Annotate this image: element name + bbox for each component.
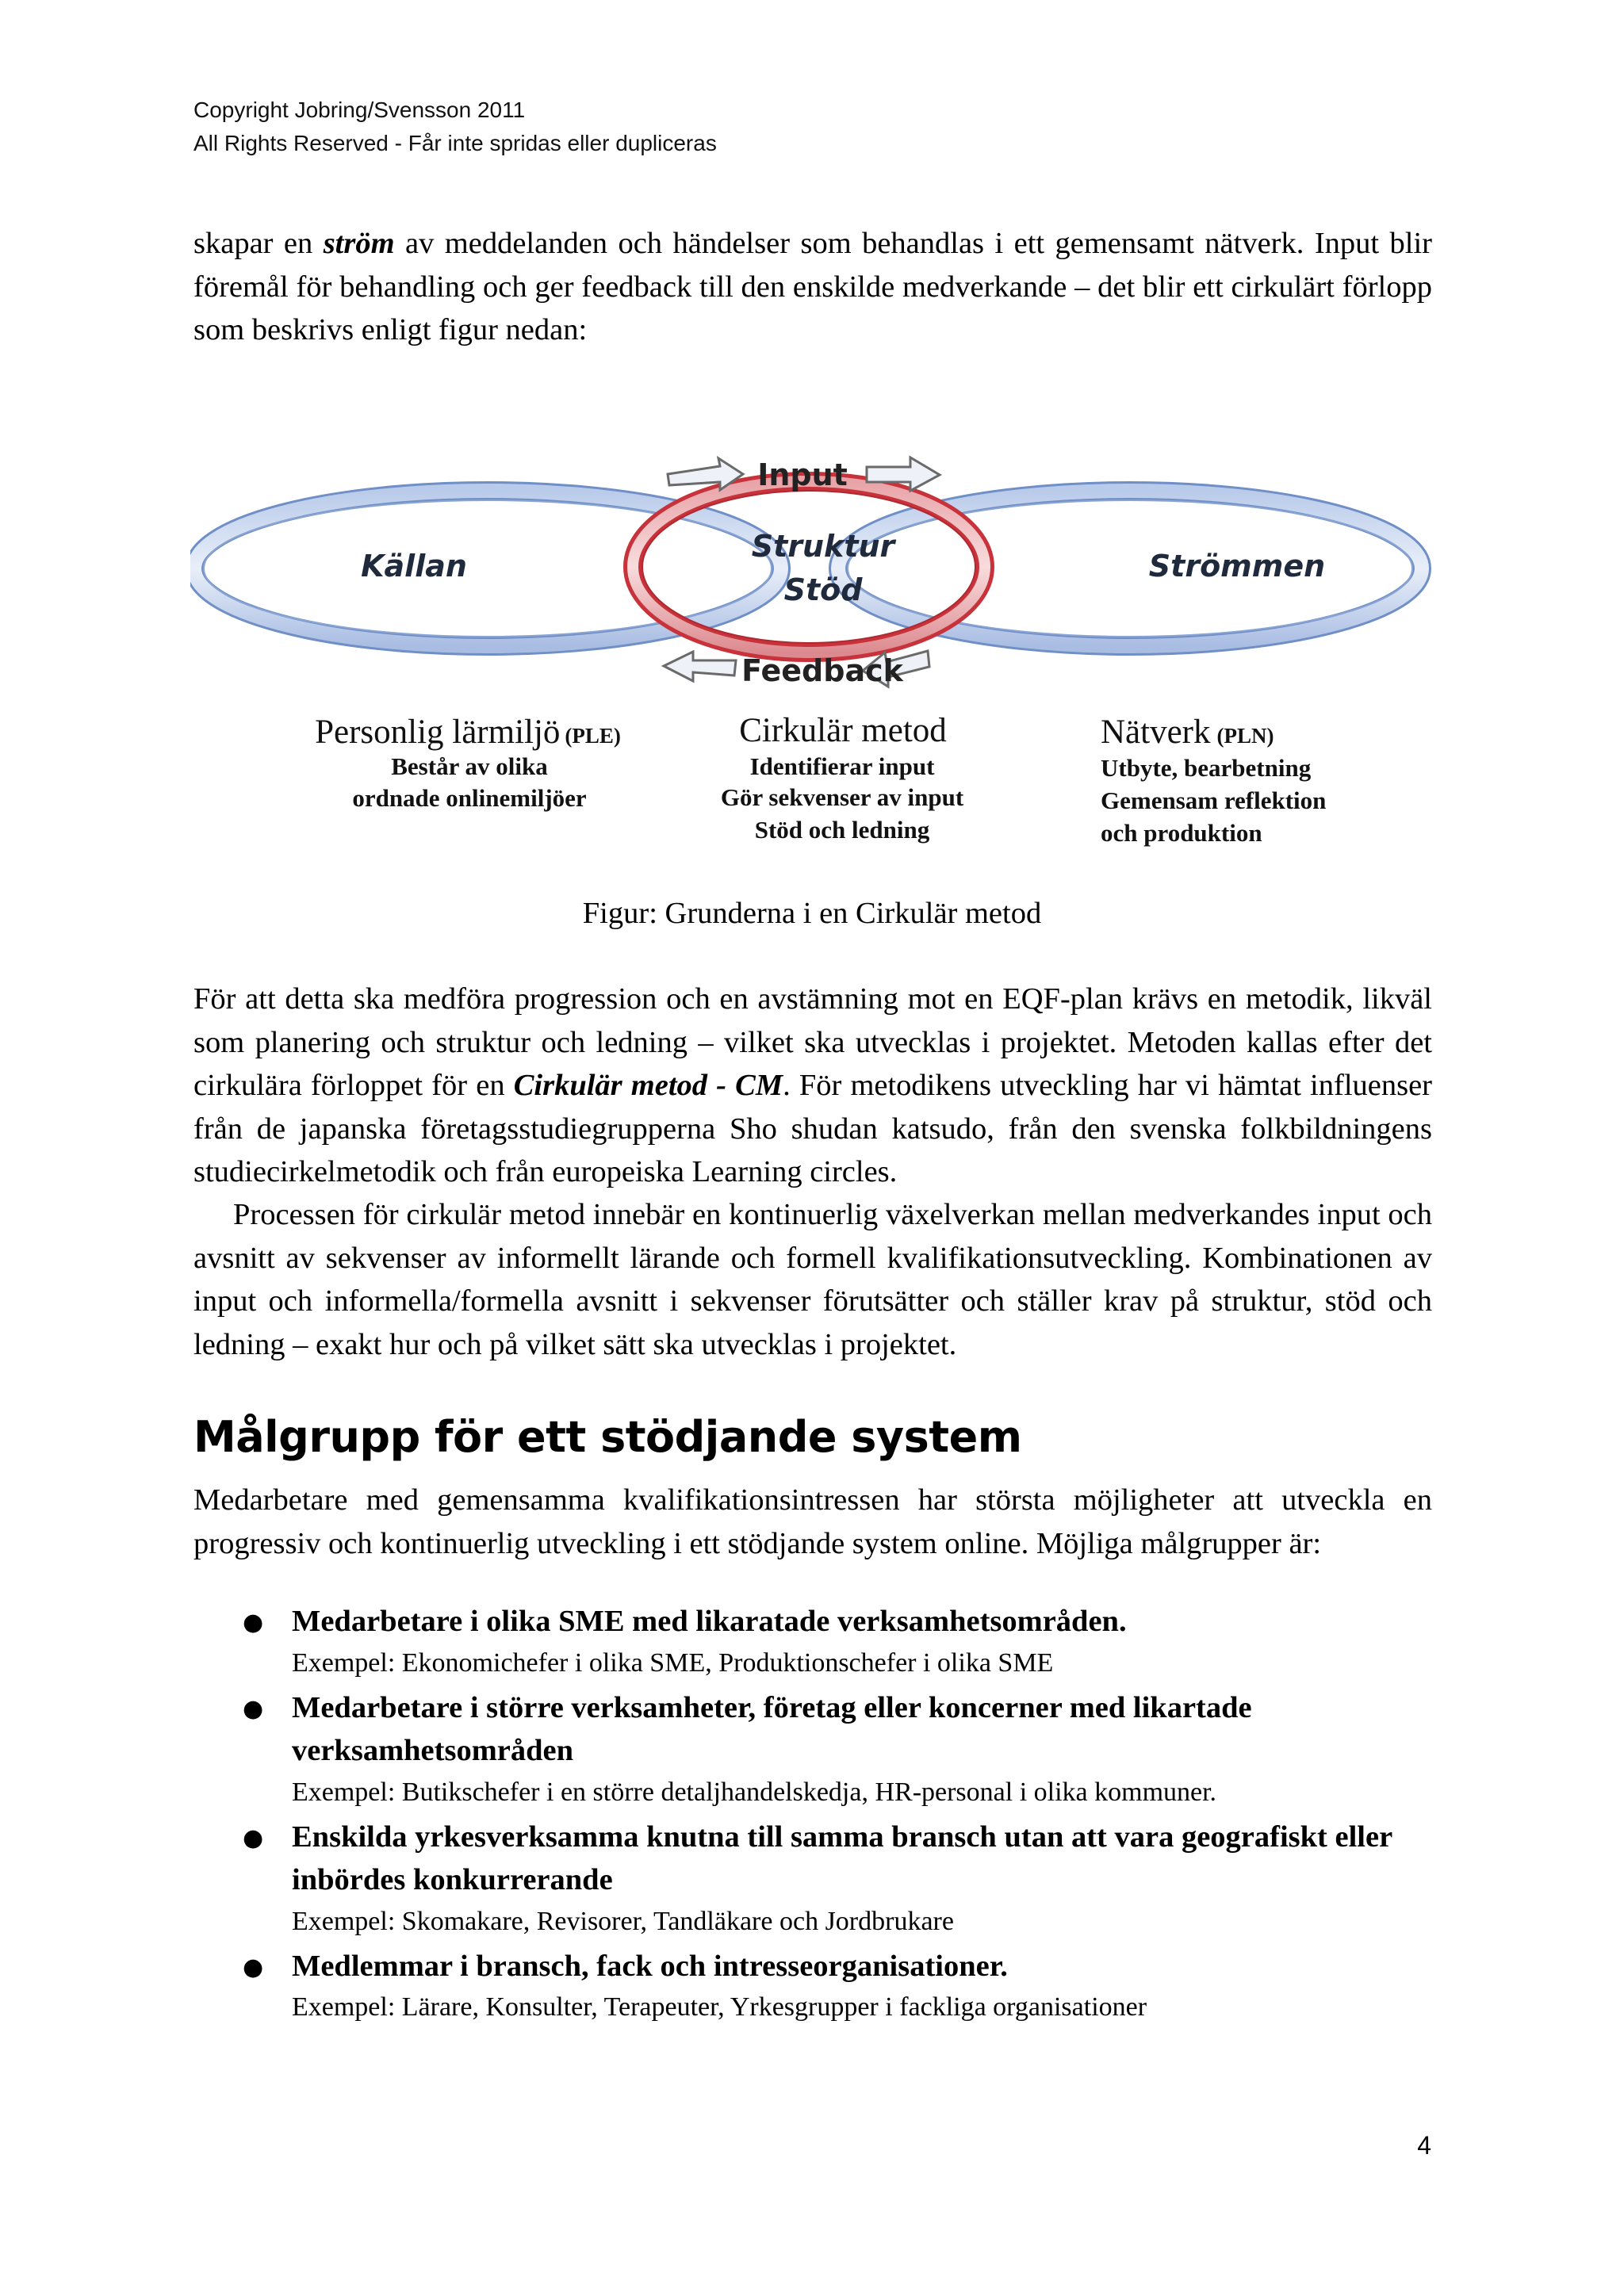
- ple-abbr: (PLE): [565, 724, 621, 748]
- list-item-title: Medarbetare i olika SME med likaratade verksamhetsområden.: [292, 1605, 1127, 1638]
- list-item-title: Medarbetare i större verksamheter, företag eller koncerner med likartade verksamhetsområden: [292, 1690, 1252, 1767]
- circular-method-figure: [190, 448, 1443, 868]
- feedback-arrow-left: [664, 652, 736, 681]
- ple-title: Personlig lärmiljö: [315, 714, 561, 751]
- cm-line1: Identifierar input: [749, 752, 935, 780]
- list-item: [193, 1945, 1432, 2028]
- copyright-line: Copyright Jobring/Svensson 2011: [193, 98, 526, 122]
- intro-paragraph: [193, 222, 1432, 352]
- center-label-line2: Stöd: [783, 572, 863, 607]
- list-item-example: Exempel: Skomakare, Revisorer, Tandläkare och Jordbrukare: [292, 1906, 954, 1936]
- list-item-title: Enskilda yrkesverksamma knutna till samma bransch utan att vara geografiskt eller inbördes konkurrerande: [292, 1820, 1392, 1896]
- method-text-post: . För metodikens utveckling har vi hämtat influenser från de japanska företagsstudiegrupperna Sho shudan katsudo, från den svenska folkbildningens studiecirkelmetodik och från europeiska Learning circles.: [193, 1069, 1432, 1188]
- section-heading: Målgrupp för ett stödjande system: [193, 1412, 1022, 1462]
- figure-caption: Figur: Grunderna i en Cirkulär metod: [582, 897, 1042, 930]
- ple-line1: Består av olika: [391, 752, 548, 780]
- svg-text:Nätverk(PLN): [1101, 714, 1274, 751]
- list-item-example: Exempel: Ekonomichefer i olika SME, Produktionschefer i olika SME: [292, 1647, 1054, 1678]
- list-item-example: Exempel: Butikschefer i en större detaljhandelskedja, HR-personal i olika kommuner.: [292, 1777, 1217, 1807]
- list-item: [193, 1600, 1432, 1683]
- method-paragraph: [193, 978, 1432, 1194]
- center-label-line1: Struktur: [751, 529, 895, 564]
- intro-text-post: av meddelanden och händelser som behandlas i ett gemensamt nätverk. Input blir föremål för behandling och ger feedback till den enskilde medverkande – det blir ett cirkulärt förlopp som beskrivs enligt figur nedan:: [193, 227, 1432, 346]
- target-group-list: [193, 1600, 1432, 2030]
- pln-abbr: (PLN): [1216, 724, 1274, 748]
- page-header: [193, 94, 717, 160]
- pln-title: Nätverk: [1101, 714, 1211, 751]
- right-ring-label: Strömmen: [1148, 549, 1326, 584]
- svg-text:Personlig lärmiljö(PLE): [315, 714, 621, 751]
- pln-column: [1101, 714, 1326, 847]
- left-ring-label: Källan: [361, 549, 467, 584]
- target-intro-paragraph: Medarbetare med gemensamma kvalifikationsintressen har största möjligheter att utveckla en progressiv och kontinuerlig utveckling i ett stödjande system online. Möjliga målgrupper är:: [193, 1483, 1432, 1560]
- ple-line2: ordnade onlinemiljöer: [352, 784, 587, 812]
- ple-column: [315, 714, 621, 812]
- pln-line1: Utbyte, bearbetning: [1101, 754, 1312, 782]
- rights-line: All Rights Reserved - Får inte spridas eller dupliceras: [193, 131, 717, 155]
- list-item-example: Exempel: Lärare, Konsulter, Terapeuter, Yrkesgrupper i fackliga organisationer: [292, 1992, 1147, 2022]
- page-number: 4: [1417, 2131, 1431, 2160]
- method-text-pre: För att detta ska medföra progression och en avstämning mot en EQF-plan krävs en metodik, likväl som planering och struktur och ledning – vilket ska utvecklas i projektet. Metoden kallas efter det cirkulära förloppet för en: [193, 982, 1432, 1102]
- list-item: [193, 1816, 1432, 1942]
- method-emphasis: Cirkulär metod - CM: [513, 1069, 783, 1102]
- process-paragraph: Processen för cirkulär metod innebär en kontinuerlig växelverkan mellan medverkandes input och avsnitt av sekvenser av informellt lärande och formell kvalifikationsutveckling. Kombinationen av input och informella/formella avsnitt i sekvenser förutsätter och ställer krav på struktur, stöd och ledning – exakt hur och på vilket sätt ska utvecklas i projektet.: [193, 1198, 1432, 1361]
- intro-emphasis: ström: [323, 227, 395, 260]
- cm-line3: Stöd och ledning: [754, 816, 930, 844]
- bullet-icon: ●: [243, 1953, 264, 1981]
- feedback-label: Feedback: [741, 653, 903, 688]
- cm-line2: Gör sekvenser av input: [720, 783, 964, 811]
- bullet-icon: ●: [243, 1823, 264, 1852]
- circular-method-column: [721, 712, 964, 844]
- cm-title: Cirkulär metod: [739, 712, 947, 749]
- input-label: Input: [757, 457, 848, 492]
- pln-line3: och produktion: [1101, 819, 1262, 847]
- bullet-icon: ●: [243, 1609, 264, 1636]
- intro-text-pre: skapar en: [193, 227, 324, 260]
- list-item: [193, 1686, 1432, 1812]
- center-ring: [633, 481, 985, 652]
- list-item-title: Medlemmar i bransch, fack och intresseorganisationer.: [292, 1949, 1008, 1983]
- bullet-icon: ●: [243, 1694, 264, 1723]
- pln-line2: Gemensam reflektion: [1101, 786, 1327, 814]
